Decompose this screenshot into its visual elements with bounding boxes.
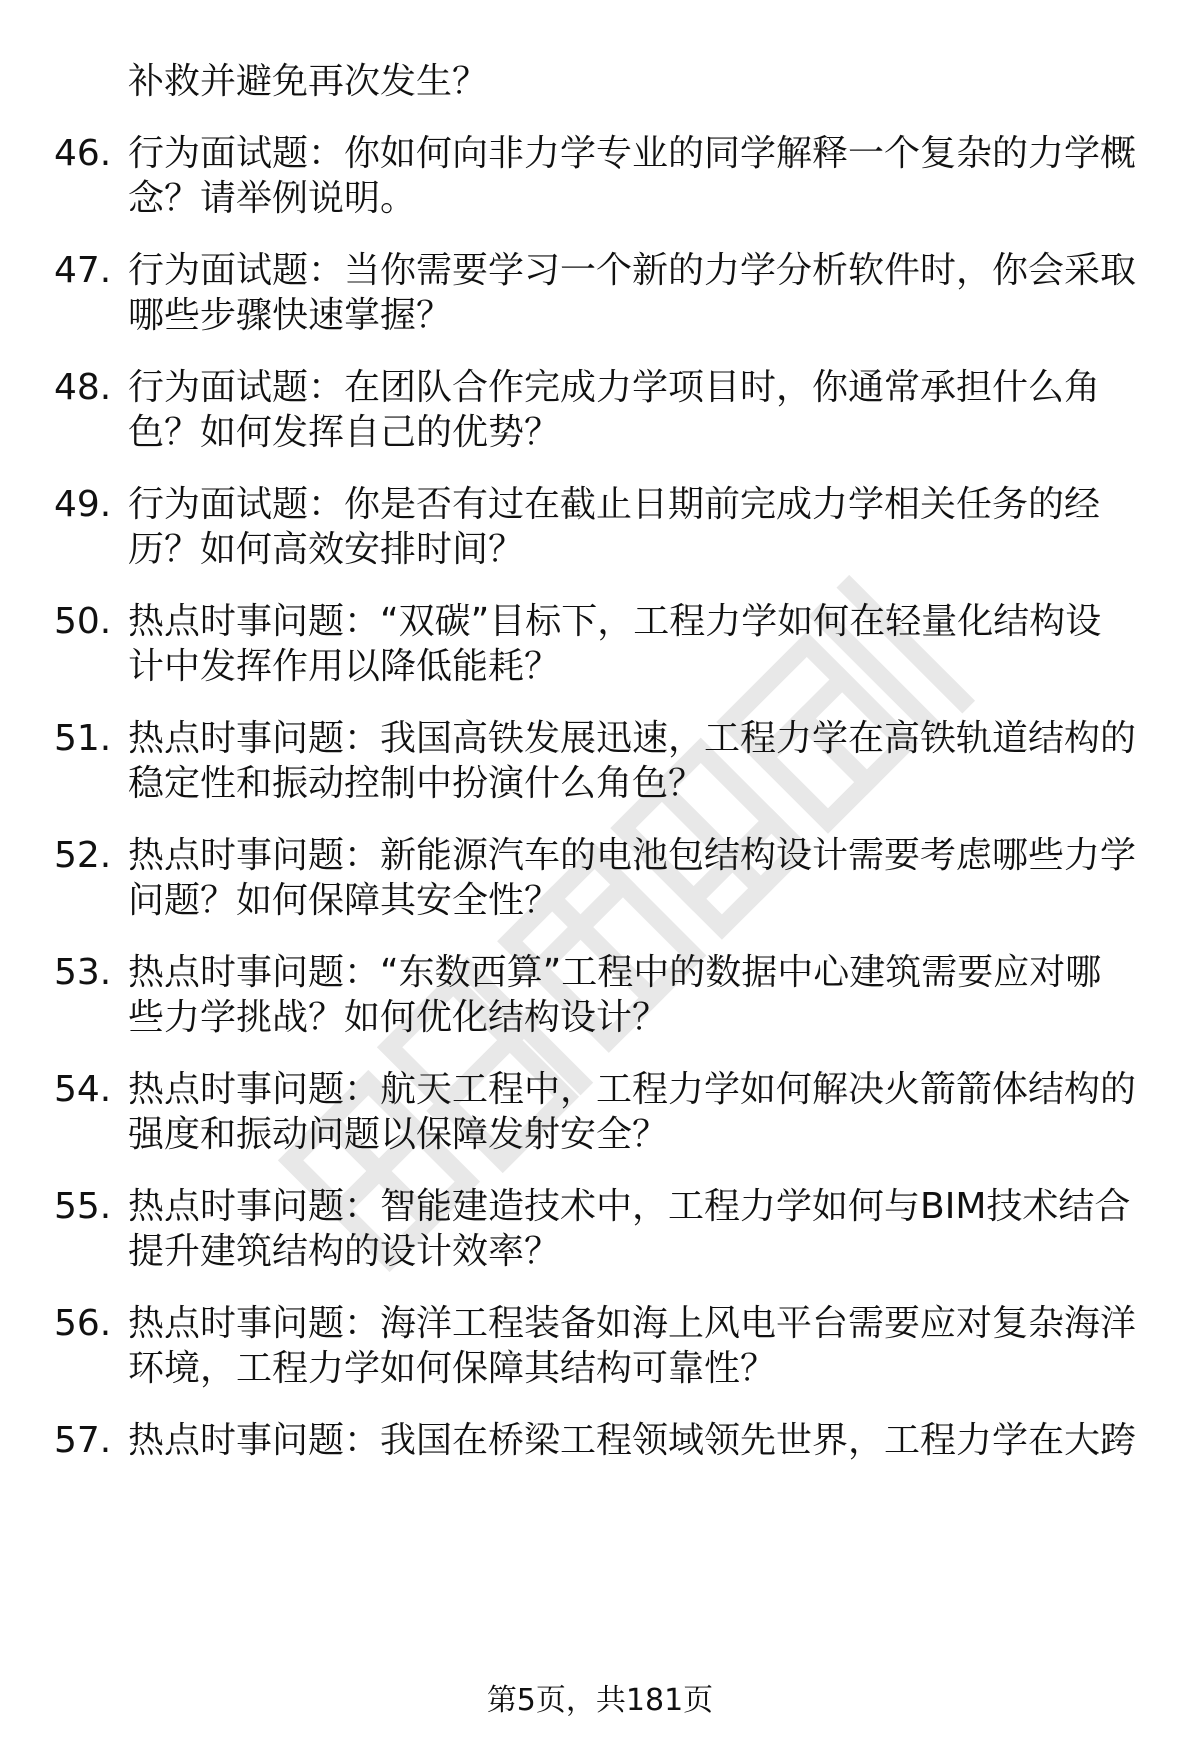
item-number: 56. (54, 1303, 112, 1344)
item-text-line: 行为面试题：你是否有过在截止日期前完成力学相关任务的经 (128, 484, 1101, 525)
item-text-line: 提升建筑结构的设计效率？ (128, 1231, 561, 1272)
item-text-line: 计中发挥作用以降低能耗？ (128, 646, 561, 687)
item-text-line: 热点时事问题：我国在桥梁工程领域领先世界，工程力学在大跨 (128, 1420, 1137, 1461)
item-text-line: 热点时事问题：海洋工程装备如海上风电平台需要应对复杂海洋 (128, 1303, 1137, 1344)
item-text-line: 热点时事问题：“双碳”目标下，工程力学如何在轻量化结构设 (128, 601, 1102, 642)
item-number: 47. (54, 250, 112, 291)
item-text-line: 历？如何高效安排时间？ (128, 529, 525, 570)
item-text-line: 热点时事问题：我国高铁发展迅速，工程力学在高铁轨道结构的 (128, 718, 1137, 759)
item-number: 52. (54, 835, 112, 876)
item-number: 54. (54, 1069, 112, 1110)
item-number: 50. (54, 601, 112, 642)
item-text-line: 热点时事问题：智能建造技术中，工程力学如何与BIM技术结合 (128, 1186, 1131, 1227)
item-number: 49. (54, 484, 112, 525)
continuation-line: 补救并避免再次发生？ (128, 61, 489, 102)
item-text-line: 色？如何发挥自己的优势？ (128, 412, 561, 453)
item-text-line: 热点时事问题：航天工程中，工程力学如何解决火箭箭体结构的 (128, 1069, 1137, 1110)
item-number: 46. (54, 133, 112, 174)
item-text-line: 环境，工程力学如何保障其结构可靠性？ (128, 1348, 777, 1389)
page-footer: 第5页，共181页 (486, 1683, 714, 1718)
item-text-line: 强度和振动问题以保障发射安全？ (128, 1114, 669, 1155)
item-text-line: 热点时事问题：新能源汽车的电池包结构设计需要考虑哪些力学 (128, 835, 1137, 876)
item-text-line: 念？请举例说明。 (128, 178, 417, 219)
item-text-line: 行为面试题：你如何向非力学专业的同学解释一个复杂的力学概 (128, 133, 1137, 174)
item-text-line: 行为面试题：当你需要学习一个新的力学分析软件时，你会采取 (128, 250, 1137, 291)
item-text-line: 些力学挑战？如何优化结构设计？ (128, 997, 669, 1038)
item-text-line: 热点时事问题：“东数西算”工程中的数据中心建筑需要应对哪 (128, 952, 1102, 993)
item-number: 53. (54, 952, 112, 993)
item-text-line: 问题？如何保障其安全性？ (128, 880, 561, 921)
item-text-line: 哪些步骤快速掌握？ (128, 295, 453, 336)
item-text-line: 稳定性和振动控制中扮演什么角色？ (128, 763, 705, 804)
item-number: 57. (54, 1420, 112, 1461)
item-number: 51. (54, 718, 112, 759)
item-number: 55. (54, 1186, 112, 1227)
item-text-line: 行为面试题：在团队合作完成力学项目时，你通常承担什么角 (128, 367, 1101, 408)
item-number: 48. (54, 367, 112, 408)
